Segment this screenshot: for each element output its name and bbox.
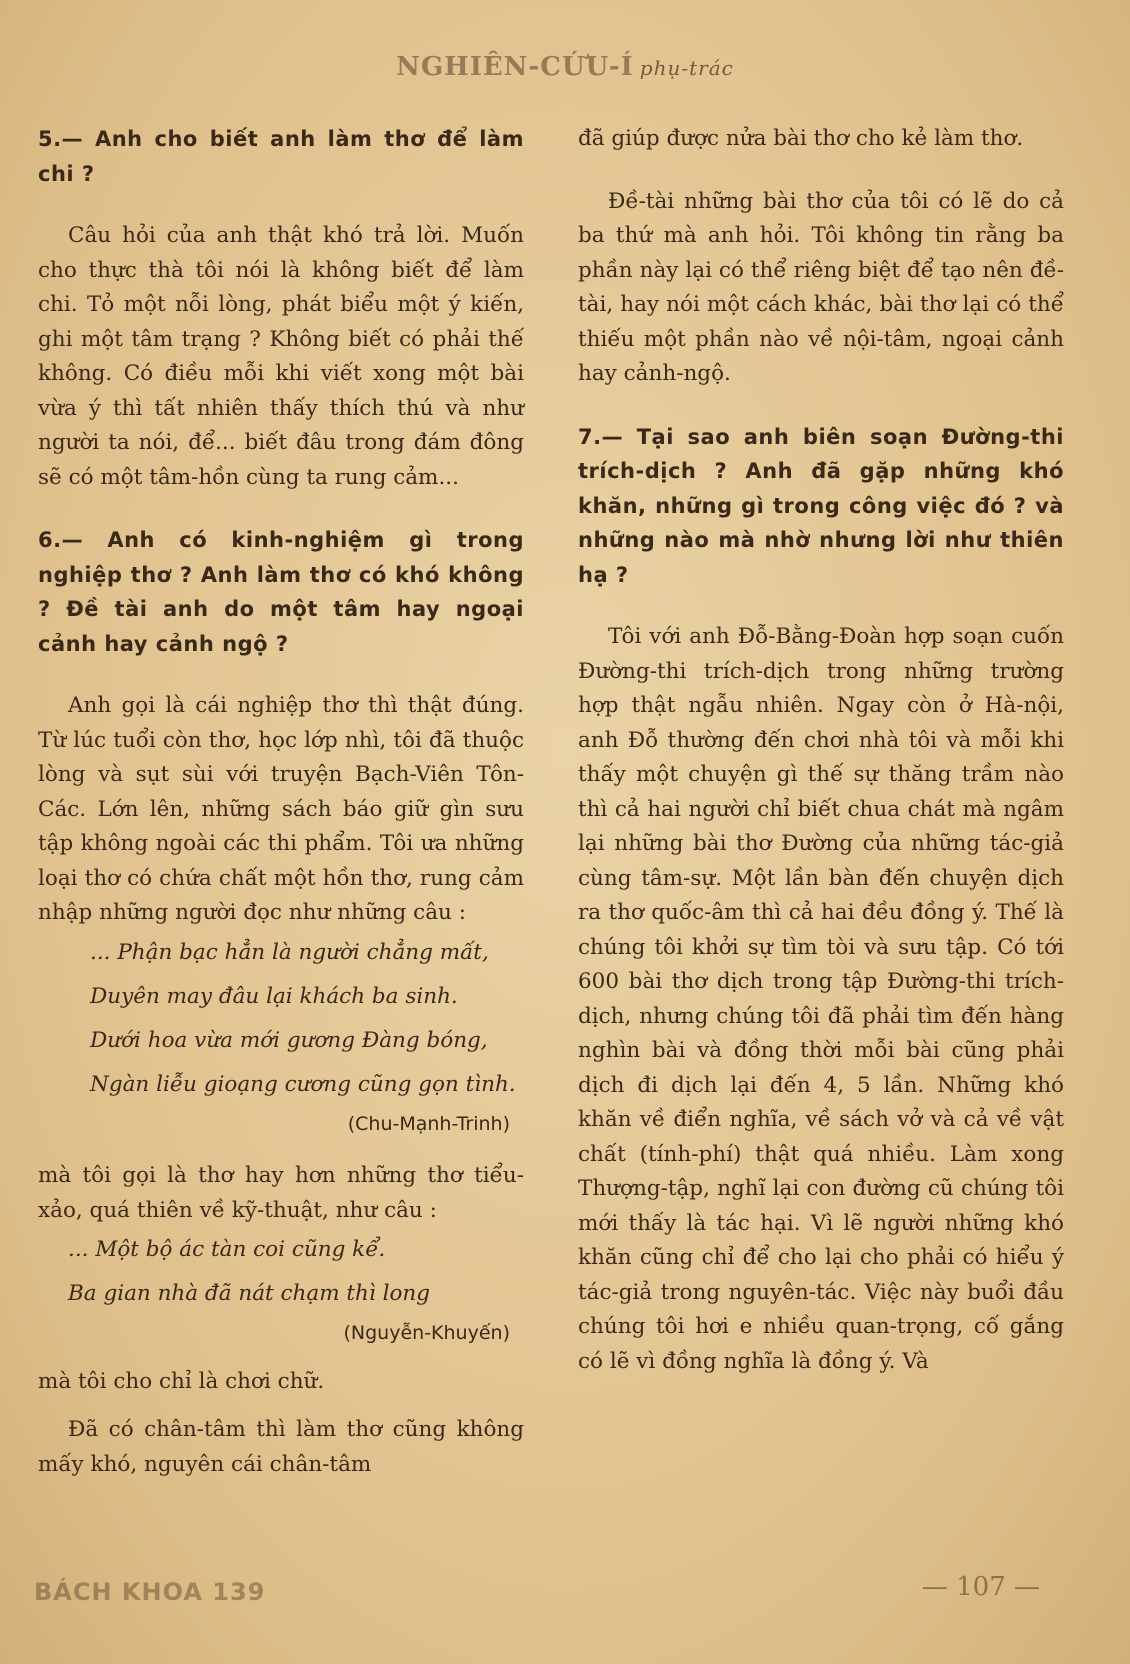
verse-attribution-2: (Nguyễn-Khuyến) bbox=[343, 1322, 510, 1344]
continued-paragraph: đã giúp được nửa bài thơ cho kẻ làm thơ. bbox=[578, 126, 1024, 151]
verse-line: Dưới hoa vừa mới gương Đàng bóng, bbox=[90, 1027, 488, 1053]
footer-magazine-name: BÁCH KHOA 139 bbox=[34, 1578, 266, 1606]
answer-6-paragraph-3: mà tôi cho chỉ là chơi chữ. bbox=[38, 1368, 325, 1394]
verse-block-1 bbox=[90, 931, 524, 1107]
header-subtitle: phụ-trác bbox=[639, 56, 734, 80]
verse-block-2 bbox=[68, 1228, 524, 1316]
verse-line: Ngàn liễu gioạng cương cũng gọn tình. bbox=[90, 1071, 516, 1097]
page-number: — 107 — bbox=[921, 1572, 1040, 1602]
left-column bbox=[38, 122, 524, 1482]
answer-6-paragraph-2: mà tôi gọi là thơ hay hơn những thơ tiểu-xảo, quá thiên về kỹ-thuật, như câu : bbox=[38, 1163, 524, 1223]
answer-6-paragraph-4: Đã có chân-tâm thì làm thơ cũng không mấy khó, nguyên cái chân-tâm bbox=[38, 1417, 524, 1477]
verse-line: Ba gian nhà đã nát chạm thì long bbox=[68, 1281, 431, 1306]
verse-line: Duyên may đâu lại khách ba sinh. bbox=[90, 983, 458, 1009]
header-title: NGHIÊN-CỨU-Í bbox=[396, 52, 634, 82]
question-5: 5.— Anh cho biết anh làm thơ để làm chi ? bbox=[38, 127, 524, 186]
answer-7-paragraph: Tôi với anh Đỗ-Bằng-Đoàn hợp soạn cuốn Đường-thi trích-dịch trong những trường hợp thật ngẫu nhiên. Ngay còn ở Hà-nội, anh Đỗ thường đến chơi nhà tôi và mỗi khi thấy một chuyện gì thế sự thăng trầm nào thì cả hai người chỉ biết chua chát mà ngâm lại những bài thơ Đường của những tác-giả cùng tâm-sự. Một lần bàn đến chuyện dịch ra thơ quốc-âm thì cả hai đều đồng ý. Thế là chúng tôi khởi sự tìm tòi và sưu tập. Có tới 600 bài thơ dịch trong tập Đường-thi trích-dịch, nhưng chúng tôi đã phải tìm đến hàng nghìn bài và đồng thời mỗi bài cũng phải dịch đi dịch lại đến 4, 5 lần. Những khó khăn về điển nghĩa, về sách vở và cả về vật chất (tính-phí) thật quá nhiều. Làm xong Thượng-tập, nghĩ lại con đường cũ chúng tôi mới thấy là tác hại. Vì lẽ người những khó khăn cũng chỉ để cho lại cho phải có hiểu ý tác-giả trong nguyên-tác. Việc này buổi đầu chúng tôi hơi e nhiều quan-trọng, cố gắng có lẽ vì đồng nghĩa là đồng ý. Và bbox=[578, 624, 1064, 1374]
verse-line: ... Phận bạc hẳn là người chẳng mất, bbox=[90, 939, 489, 965]
answer-5-paragraph: Câu hỏi của anh thật khó trả lời. Muốn cho thực thà tôi nói là không biết để làm chi. Tỏ một nỗi lòng, phát biểu một ý kiến, ghi một tâm trạng ? Không biết có phải thế không. Có điều mỗi khi viết xong một bài vừa ý thì tất nhiên thấy thích thú và như người ta nói, để... biết đâu trong đám đông sẽ có một tâm-hồn cùng ta rung cảm... bbox=[38, 223, 524, 490]
verse-attribution-1: (Chu-Mạnh-Trinh) bbox=[347, 1112, 510, 1135]
right-column bbox=[578, 122, 1064, 1379]
question-6: 6.— Anh có kinh-nghiệm gì trong nghiệp thơ ? Anh làm thơ có khó không ? Đề tài anh do một tâm hay ngoại cảnh hay cảnh ngộ ? bbox=[38, 528, 524, 656]
answer-6-paragraph-5: Đề-tài những bài thơ của tôi có lẽ do cả ba thứ mà anh hỏi. Tôi không tin rằng ba phần này lại có thể riêng biệt để tạo nên đề-tài, hay nói một cách khác, bài thơ lại có thể thiếu một phần nào về nội-tâm, ngoại cảnh hay cảnh-ngộ. bbox=[578, 188, 1064, 386]
answer-6-paragraph: Anh gọi là cái nghiệp thơ thì thật đúng. Từ lúc tuổi còn thơ, học lớp nhì, tôi đã thuộc lòng và sụt sùi với truyện Bạch-Viên Tôn-Các. Lớn lên, những sách báo giữ gìn sưu tập không ngoài các thi phẩm. Tôi ưa những loại thơ có chứa chất một hồn thơ, rung cảm nhập những người đọc như những câu : bbox=[38, 693, 524, 925]
verse-line: ... Một bộ ác tàn coi cũng kể. bbox=[68, 1237, 386, 1262]
page-header bbox=[0, 52, 1130, 82]
question-7: 7.— Tại sao anh biên soạn Đường-thi trích-dịch ? Anh đã gặp những khó khăn, những gì trong công việc đó ? và những nào mà nhờ nhưng lời như thiên hạ ? bbox=[578, 424, 1064, 587]
